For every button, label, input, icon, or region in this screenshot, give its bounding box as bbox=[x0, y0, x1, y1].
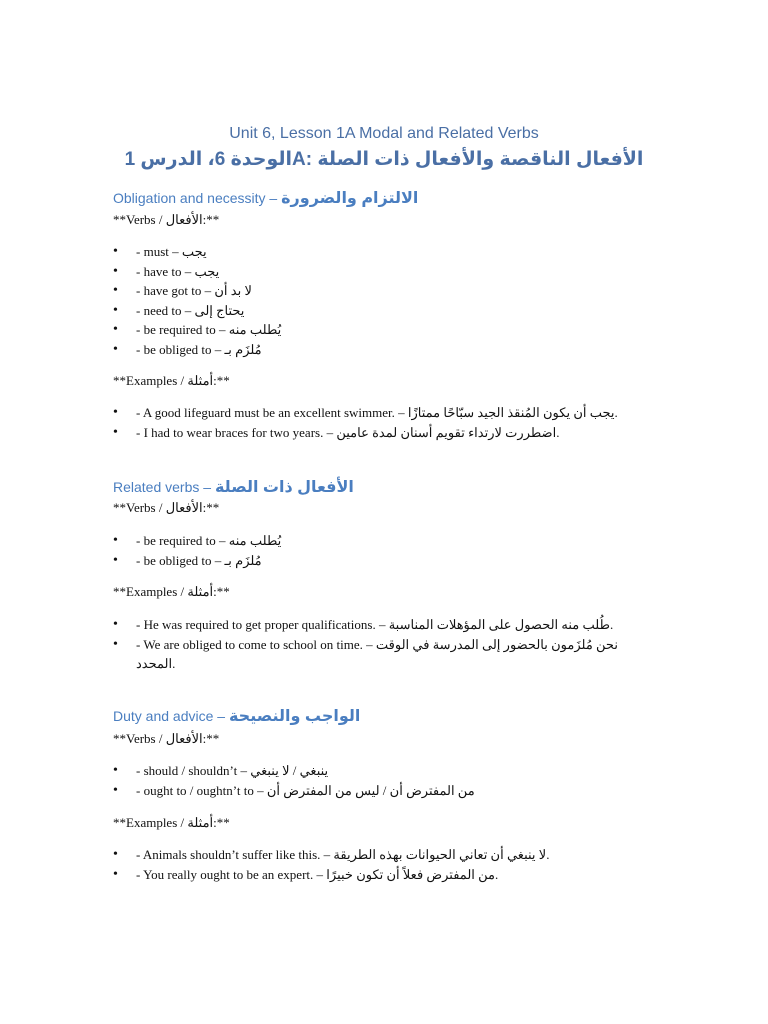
list-item: • - ought to / oughtn’t to – من المفترض أن / ليس من المفترض أن bbox=[113, 781, 643, 801]
verbs-list bbox=[113, 531, 643, 570]
list-item: • - must – يجب bbox=[113, 242, 643, 262]
section-heading-arabic: الأفعال ذات الصلة bbox=[214, 479, 354, 496]
verbs-label: **Verbs / الأفعال:** bbox=[113, 731, 220, 746]
list-item: • - have got to – لا بد أن bbox=[113, 281, 643, 301]
section-heading-arabic: الالتزام والضرورة bbox=[281, 190, 419, 207]
list-item: • - need to – يحتاج إلى bbox=[113, 301, 643, 321]
list-item: • - We are obliged to come to school on time. – نحن مُلزَمون بالحضور إلى المدرسة في الوقت المحدد. bbox=[113, 635, 643, 674]
section-heading-arabic: الواجب والنصيحة bbox=[228, 708, 361, 725]
verbs-label: **Verbs / الأفعال:** bbox=[113, 212, 220, 227]
list-item: • - be obliged to – مُلزَم بـ bbox=[113, 340, 643, 360]
verbs-list bbox=[113, 242, 643, 359]
list-item: • - A good lifeguard must be an excellent swimmer. – يجب أن يكون المُنقذ الجيد سبّاحًا ممتازًا. bbox=[113, 403, 643, 423]
section-heading-obligation bbox=[113, 188, 418, 208]
document-title-english: Unit 6, Lesson 1A Modal and Related Verbs bbox=[229, 125, 539, 142]
verbs-label: **Verbs / الأفعال:** bbox=[113, 500, 220, 515]
list-item: • - have to – يجب bbox=[113, 262, 643, 282]
list-item: • - should / shouldn’t – ينبغي / لا ينبغي bbox=[113, 761, 643, 781]
list-item: • - He was required to get proper qualifications. – طُلب منه الحصول على المؤهلات المناسبة. bbox=[113, 615, 643, 635]
examples-label: **Examples / أمثلة:** bbox=[113, 815, 230, 830]
examples-label: **Examples / أمثلة:** bbox=[113, 584, 230, 599]
section-heading-english: Duty and advice – bbox=[113, 708, 226, 724]
section-heading-english: Related verbs – bbox=[113, 479, 212, 495]
list-item: • - You really ought to be an expert. – من المفترض فعلاً أن تكون خبيرًا. bbox=[113, 865, 643, 885]
verbs-list bbox=[113, 761, 643, 800]
section-heading-duty-advice bbox=[113, 706, 360, 726]
list-item: • - Animals shouldn’t suffer like this. – لا ينبغي أن تعاني الحيوانات بهذه الطريقة. bbox=[113, 845, 643, 865]
examples-label: **Examples / أمثلة:** bbox=[113, 373, 230, 388]
section-heading-english: Obligation and necessity – bbox=[113, 190, 278, 206]
list-item: • - be required to – يُطلب منه bbox=[113, 531, 643, 551]
list-item: • - be required to – يُطلب منه bbox=[113, 320, 643, 340]
document-title-arabic: الأفعال الناقصة والأفعال ذات الصلة :Aالوحدة 6، الدرس 1 bbox=[124, 149, 644, 170]
list-item: • - I had to wear braces for two years. – اضطررت لارتداء تقويم أسنان لمدة عامين. bbox=[113, 423, 643, 443]
examples-list bbox=[113, 845, 643, 884]
list-item: • - be obliged to – مُلزَم بـ bbox=[113, 551, 643, 571]
examples-list bbox=[113, 403, 643, 442]
section-heading-related-verbs bbox=[113, 477, 354, 497]
examples-list bbox=[113, 615, 643, 674]
